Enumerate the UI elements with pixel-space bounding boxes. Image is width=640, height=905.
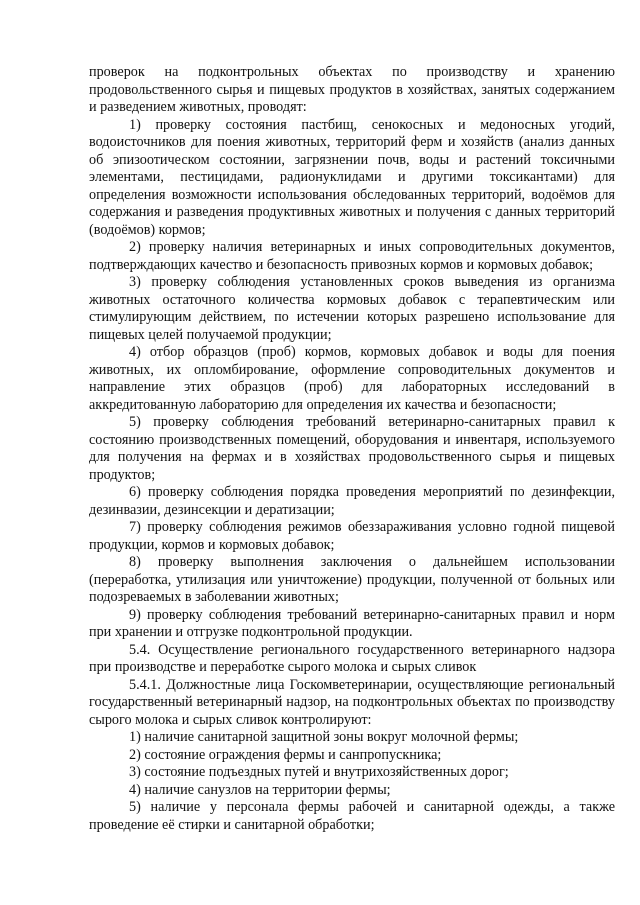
paragraph-item-5: 5) проверку соблюдения требований ветеринарно-санитарных правил к состоянию производственных помещений, оборудования и инвентаря, используемого для получения на фермах и в хозяйствах продовольственного сырья и пищевых продуктов; [89,414,615,483]
paragraph-control-1: 1) наличие санитарной защитной зоны вокруг молочной фермы; [129,729,519,745]
paragraph-item-1: 1) проверку состояния пастбищ, сенокосных и медоносных угодий, водоисточников для поения животных, территорий ферм и хозяйств (анализ данных об эпизоотическом состоянии, загрязнении почв, воды и растений токсичными элементами, пестицидами, радионуклидами и другими токсикантами) для определения возможности использования обследованных территорий, водоёмов для содержания и разведения продуктивных животных и получения с данных территорий (водоёмов) кормов; [89,116,615,238]
paragraph-item-4: 4) отбор образцов (проб) кормов, кормовых добавок и воды для поения животных, их опломбирование, оформление сопроводительных документов и направление этих образцов (проб) для лабораторных исследований в аккредитованную лабораторию для определения их качества и безопасности; [89,344,615,413]
paragraph-item-6: 6) проверку соблюдения порядка проведения мероприятий по дезинфекции, дезинвазии, дезинсекции и дератизации; [89,484,615,518]
paragraph-5-4-1: 5.4.1. Должностные лица Госкомветеринарии, осуществляющие региональный государственный ветеринарный надзор, на подконтрольных объектах по производству сырого молока и сырых сливок контролируют: [89,676,615,728]
paragraph-control-2: 2) состояние ограждения фермы и санпропускника; [129,746,442,763]
document-body [89,64,615,834]
paragraph-intro: проверок на подконтрольных объектах по производству и хранению продовольственного сырья и пищевых продуктов в хозяйствах, занятых содержанием и разведением животных, проводят: [89,64,615,115]
paragraph-control-5: 5) наличие у персонала фермы рабочей и санитарной одежды, а также проведение её стирки и санитарной обработки; [89,799,615,833]
paragraph-item-8: 8) проверку выполнения заключения о дальнейшем использовании (переработка, утилизация или уничтожение) продукции, полученной от больных или подозреваемых в заболевании животных; [89,554,615,605]
section-heading-5-4: 5.4. Осуществление регионального государственного ветеринарного надзора при производстве и переработке сырого молока и сырых сливок [89,641,615,675]
paragraph-control-3: 3) состояние подъездных путей и внутрихозяйственных дорог; [129,764,509,780]
paragraph-item-9: 9) проверку соблюдения требований ветеринарно-санитарных правил и норм при хранении и отгрузке подконтрольной продукции. [89,606,615,640]
paragraph-item-3: 3) проверку соблюдения установленных сроков выведения из организма животных остаточного количества кормовых добавок с терапевтическим или стимулирующим действием, по истечении которых разрешено использование для пищевых целей получаемой продукции; [89,274,615,343]
paragraph-item-2: 2) проверку наличия ветеринарных и иных сопроводительных документов, подтверждающих качество и безопасность привозных кормов и кормовых добавок; [89,239,615,273]
paragraph-control-4: 4) наличие санузлов на территории фермы; [129,781,391,798]
paragraph-item-7: 7) проверку соблюдения режимов обеззараживания условно годной пищевой продукции, кормов и кормовых добавок; [89,519,615,553]
